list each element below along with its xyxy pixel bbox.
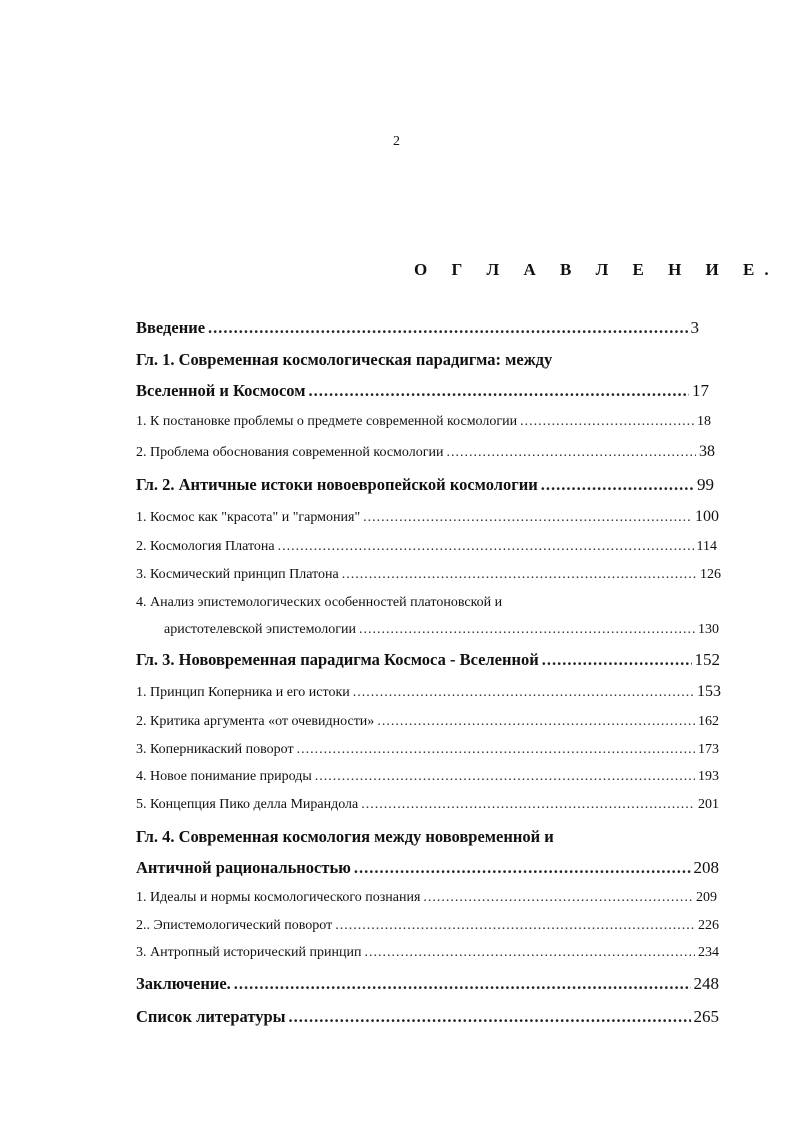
toc-entry-label: Гл. 4. Современная космология между нововременной и [136,827,554,846]
toc-entry-chapter-2[interactable] [136,475,714,495]
toc-page-number: 162 [698,714,719,729]
toc-page-number: 17 [692,381,709,400]
toc-entry-2-3[interactable] [136,567,721,583]
toc-page-number: 130 [698,622,719,637]
toc-entry-label: 3. Антропный исторический принцип [136,945,362,960]
toc-entry-label: 2. Проблема обоснования современной космологии [136,445,444,460]
toc-entry-label: 5. Концепция Пико делла Мирандола [136,797,359,812]
toc-entry-label: 1. К постановке проблемы о предмете современной космологии [136,414,518,429]
toc-entry-4-2[interactable] [136,918,719,934]
toc-leader [278,539,694,555]
toc-leader [446,445,696,461]
toc-entry-label: Введение [136,318,206,337]
toc-page-number: 100 [695,508,719,525]
toc-entry-chapter-1[interactable] [136,381,709,401]
toc-entry-3-4[interactable] [136,769,719,785]
toc-leader [315,769,695,785]
toc-entry-label: Заключение. [136,974,231,993]
toc-entry-bibliography[interactable] [136,1007,719,1027]
toc-entry-3-1[interactable] [136,683,721,701]
toc-entry-2-4-first-line[interactable] [136,595,502,611]
toc-chapter-4-heading[interactable] [136,827,554,847]
toc-page-number: 18 [697,414,711,429]
toc-page-number: 193 [698,769,719,784]
toc-entry-3-2[interactable] [136,714,719,730]
toc-entry-2-1[interactable] [136,508,719,526]
toc-entry-label: 1. Космос как "красота" и "гармония" [136,510,361,525]
toc-entry-label: Гл. 2. Античные истоки новоевропейской космологии [136,475,538,494]
toc-leader [364,945,695,961]
toc-entry-label: 3. Космический принцип Платона [136,567,339,582]
toc-page-number: 248 [693,974,719,993]
toc-leader [353,685,694,701]
toc-entry-3-5[interactable] [136,797,719,813]
toc-entry-label: аристотелевской эпистемологии [164,622,356,637]
toc-entry-label: Вселенной и Космосом [136,381,306,400]
toc-page-number: 208 [693,858,719,877]
toc-entry-2-2[interactable] [136,539,717,555]
toc-entry-label: 3. Коперникаский поворот [136,742,294,757]
toc-leader [359,622,695,638]
toc-entry-chapter-4[interactable] [136,858,719,878]
toc-entry-introduction[interactable] [136,318,699,338]
toc-page-number: 114 [696,539,717,554]
toc-leader [335,918,695,934]
toc-entry-label: 1. Принцип Коперника и его истоки [136,685,350,700]
toc-page-number: 209 [696,890,717,905]
toc-page-number: 38 [699,443,715,460]
toc-leader [377,714,695,730]
toc-page-number: 226 [698,918,719,933]
toc-entry-1-2[interactable] [136,443,715,461]
toc-leader [234,974,691,994]
toc-page-number: 126 [700,567,721,582]
toc-entry-4-1[interactable] [136,890,717,906]
toc-page-number: 99 [697,475,714,494]
toc-page-number: 201 [698,797,719,812]
toc-entry-chapter-3[interactable] [136,650,720,670]
toc-leader [363,510,692,526]
toc-leader [342,567,697,583]
toc-entry-label: 1. Идеалы и нормы космологического познания [136,890,421,905]
toc-leader [541,475,694,495]
toc-entry-4-3[interactable] [136,945,719,961]
toc-page-number: 265 [693,1007,719,1026]
page-number: 2 [393,134,400,149]
toc-entry-label: Гл. 3. Нововременная парадигма Космоса - Вселенной [136,650,539,669]
toc-entry-1-1[interactable] [136,414,711,430]
toc-chapter-1-heading[interactable] [136,350,552,370]
toc-entry-conclusion[interactable] [136,974,719,994]
toc-entry-label: Гл. 1. Современная космологическая парадигма: между [136,350,553,369]
toc-entry-label: 4. Новое понимание природы [136,769,312,784]
toc-entry-label: 2.. Эпистемологический поворот [136,918,333,933]
toc-entry-label: 4. Анализ эпистемологических особенностей платоновской и [136,595,503,610]
toc-leader [520,414,694,430]
toc-page-number: 153 [697,683,721,700]
toc-page-number: 3 [690,318,699,337]
toc-entry-label: Античной рациональностью [136,858,351,877]
toc-entry-2-4[interactable] [164,622,719,638]
toc-leader [308,381,689,401]
toc-leader [289,1007,691,1027]
toc-leader [361,797,695,813]
toc-page-number: 152 [694,650,720,669]
toc-leader [542,650,692,670]
toc-page-number: 234 [698,945,719,960]
toc-entry-3-3[interactable] [136,742,719,758]
toc-page-number: 173 [698,742,719,757]
toc-leader [208,318,687,338]
toc-entry-label: 2. Космология Платона [136,539,275,554]
toc-entry-label: 2. Критика аргумента «от очевидности» [136,714,375,729]
toc-leader [354,858,691,878]
toc-entry-label: Список литературы [136,1007,286,1026]
toc-leader [297,742,695,758]
page-title: О Г Л А В Л Е Н И Е. [414,260,779,279]
toc-leader [423,890,693,906]
